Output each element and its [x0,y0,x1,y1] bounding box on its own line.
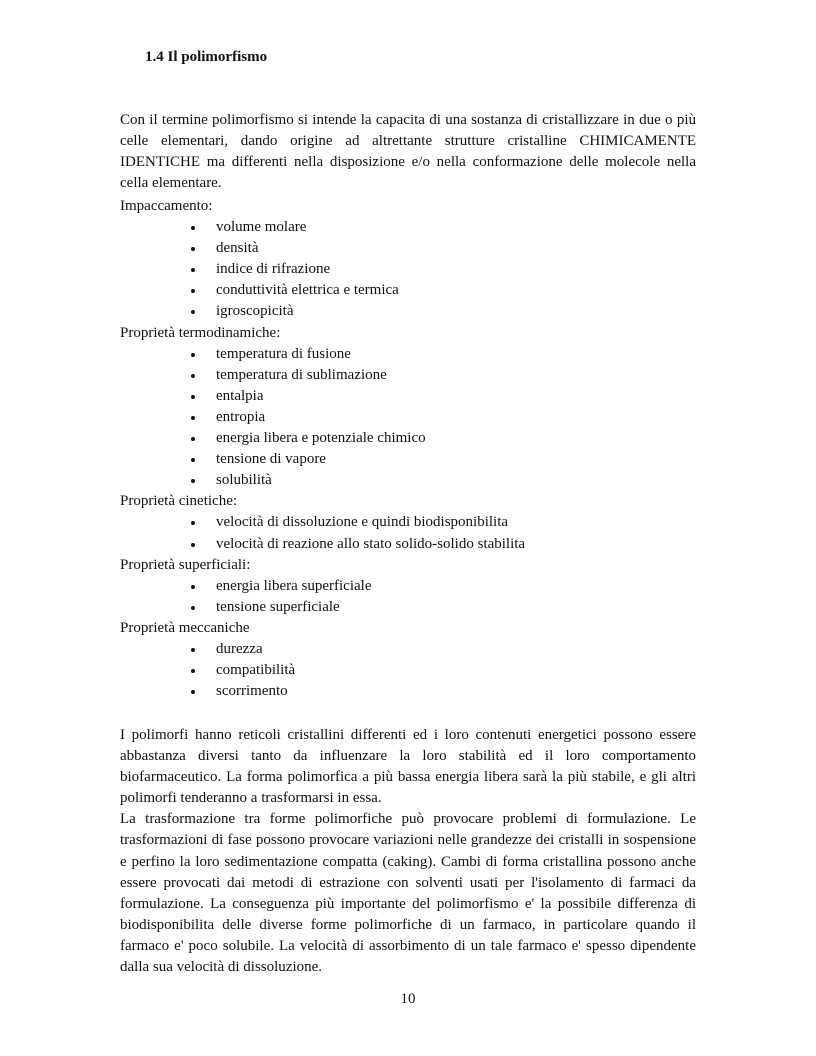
list-item-text: velocità di dissoluzione e quindi biodisponibilita [216,514,509,531]
bullet-icon [191,543,195,547]
list-item [120,428,696,449]
paragraph-polymorphs: I polimorfi hanno reticoli cristallini differenti ed i loro contenuti energetici possono essere abbastanza diversi tanto da influenzare la loro stabilità ed il loro comportamento biofarmaceutico. La forma polimorfica a più bassa energia libera sarà la più stabile, e gli altri polimorfi tenderanno a trasformarsi in essa. [120,727,696,807]
list-item [120,470,696,491]
list-item-text: temperatura di sublimazione [216,366,387,383]
list-item [120,407,696,428]
list-item [120,512,696,533]
bullet-icon [191,226,195,230]
list-item [120,365,696,386]
page-number: 10 [400,991,416,1007]
properties-list [120,196,696,702]
bullet-icon [191,458,195,462]
bullet-icon [191,247,195,251]
list-item [120,344,696,365]
bullet-icon [191,606,195,610]
list-item-text: energia libera superficiale [216,577,372,594]
bullet-icon [191,437,195,441]
list-item [120,576,696,597]
bullet-icon [191,310,195,314]
intro-paragraph: Con il termine polimorfismo si intende la capacita di una sostanza di cristallizzare in due o più celle elementari, dando origine ad altrettante strutture cristalline CHIMICAMENTE IDENTICHE ma differenti nella disposizione e/o nella conformazione delle molecole nella cella elementare. [120,112,696,192]
bullet-icon [191,416,195,420]
bullet-icon [191,268,195,272]
bullet-list-surface [120,576,696,618]
list-item-text: compatibilità [216,662,296,679]
list-item [120,681,696,702]
bullet-icon [191,521,195,525]
list-item [120,280,696,301]
list-item-text: entropia [216,408,266,425]
list-item-text: temperatura di fusione [216,345,351,362]
section-heading: 1.4 Il polimorfismo [145,49,268,65]
list-item-text: igroscopicità [216,303,294,320]
list-item [120,597,696,618]
section-label-thermodynamic: Proprietà termodinamiche: [120,324,281,341]
list-item [120,534,696,555]
closing-text [120,725,696,978]
list-item [120,386,696,407]
list-item-text: solubilità [216,472,272,489]
list-item [120,259,696,280]
list-item-text: conduttività elettrica e termica [216,282,399,299]
bullet-icon [191,395,195,399]
bullet-icon [191,374,195,378]
bullet-list-mechanical [120,639,696,702]
bullet-list-thermodynamic [120,344,696,492]
bullet-icon [191,479,195,483]
bullet-icon [191,289,195,293]
list-item [120,639,696,660]
list-item [120,660,696,681]
section-label-kinetic: Proprietà cinetiche: [120,493,238,510]
list-item [120,238,696,259]
list-item-text: scorrimento [216,683,288,700]
list-item-text: energia libera e potenziale chimico [216,430,426,447]
list-item-text: durezza [216,640,263,657]
list-item-text: velocità di reazione allo stato solido-solido stabilita [216,535,526,552]
list-item-text: entalpia [216,387,264,404]
list-item [120,217,696,238]
section-label-packing: Impaccamento: [120,198,213,214]
bullet-icon [191,669,195,673]
bullet-list-packing [120,217,696,322]
section-label-mechanical: Proprietà meccaniche [120,619,250,636]
list-item-text: tensione di vapore [216,451,326,468]
bullet-icon [191,648,195,652]
section-label-surface: Proprietà superficiali: [120,556,251,573]
bullet-list-kinetic [120,512,696,554]
list-item [120,301,696,322]
list-item [120,449,696,470]
bullet-icon [191,585,195,589]
list-item-text: densità [216,240,259,257]
bullet-icon [191,353,195,357]
list-item-text: tensione superficiale [216,598,340,615]
list-item-text: indice di rifrazione [216,261,331,278]
paragraph-transformation: La trasformazione tra forme polimorfiche può provocare problemi di formulazione. Le trasformazioni di fase possono provocare variazioni nelle grandezze dei cristalli in sospensione e perfino la loro sedimentazione compatta (caking). Cambi di forma cristallina possono anche essere provocati dai metodi di estrazione con solventi usati per l'isolamento di farmaci da formulazione. La conseguenza più importante del polimorfismo e' la possibile differenza di biodisponibilita delle diverse forme polimorfiche di un farmaco, in particolare quando il farmaco e' poco solubile. La velocità di assorbimento di un tale farmaco e' spesso dipendente dalla sua velocità di dissoluzione. [120,811,696,976]
list-item-text: volume molare [216,219,307,236]
bullet-icon [191,690,195,694]
